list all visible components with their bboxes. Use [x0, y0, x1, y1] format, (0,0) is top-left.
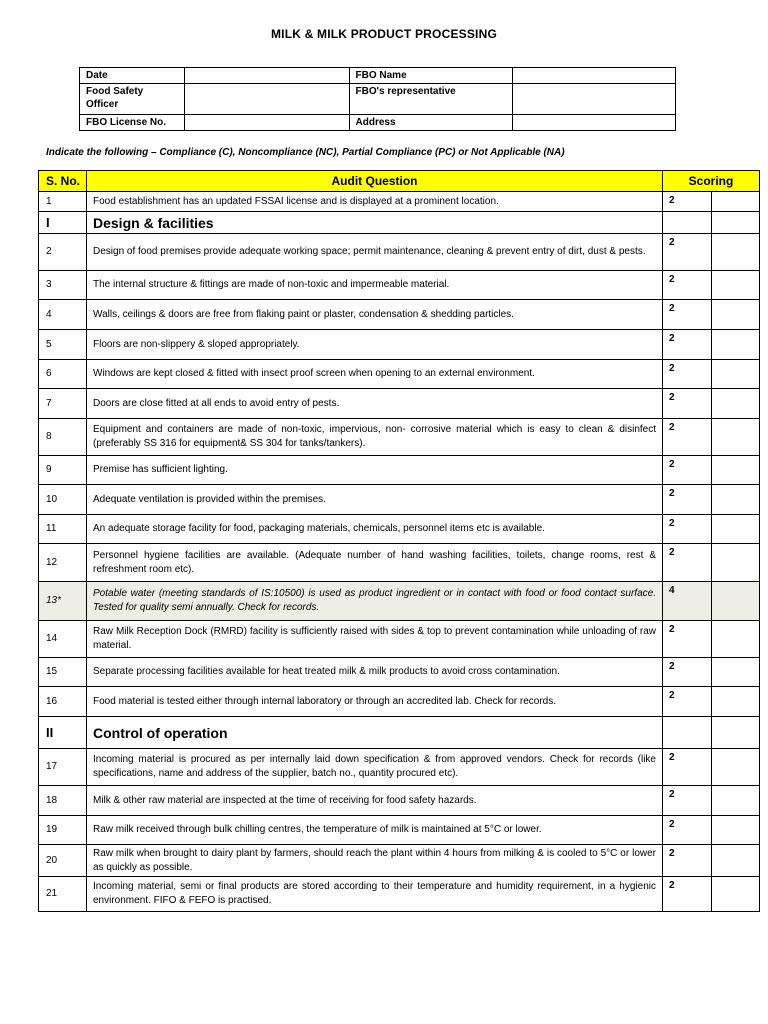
info-row: [80, 115, 676, 131]
row-number: 18: [39, 786, 87, 816]
audit-row: [39, 360, 760, 389]
compliance-cell[interactable]: [712, 515, 760, 544]
audit-row: [39, 389, 760, 419]
score-value: 2: [663, 786, 712, 816]
instruction-text: Indicate the following – Compliance (C), Noncompliance (NC), Partial Compliance (PC) or Not Applicable (NA): [46, 147, 565, 158]
audit-row: [39, 419, 760, 456]
audit-question: Separate processing facilities available for heat treated milk & milk products to avoid cross contamination.: [87, 658, 663, 687]
compliance-cell[interactable]: [712, 485, 760, 515]
audit-row: [39, 816, 760, 845]
score-value: 2: [663, 687, 712, 717]
document-title: MILK & MILK PRODUCT PROCESSING: [270, 27, 497, 41]
audit-question: Premise has sufficient lighting.: [87, 456, 663, 485]
score-value: 2: [663, 621, 712, 658]
scoring-header: Scoring: [663, 171, 760, 192]
compliance-cell[interactable]: [712, 360, 760, 389]
score-value: 2: [663, 749, 712, 786]
audit-row: [39, 877, 760, 912]
audit-question: Food material is tested either through internal laboratory or through an accredited lab. Check for records.: [87, 687, 663, 717]
compliance-cell[interactable]: [712, 687, 760, 717]
score-value: 2: [663, 234, 712, 271]
audit-question: Floors are non-slippery & sloped appropriately.: [87, 330, 663, 360]
food-safety-officer-field[interactable]: [184, 84, 349, 115]
audit-row: [39, 456, 760, 485]
audit-question: Walls, ceilings & doors are free from flaking paint or plaster, condensation & shedding particles.: [87, 300, 663, 330]
food-safety-officer-label: Food Safety Officer: [80, 84, 185, 115]
audit-question: Raw milk received through bulk chilling centres, the temperature of milk is maintained at 5°C or lower.: [87, 816, 663, 845]
section-header-row: [39, 212, 760, 234]
fbo-license-label: FBO License No.: [80, 115, 185, 131]
audit-question: Raw Milk Reception Dock (RMRD) facility is sufficiently raised with sides & top to prevent contamination while unloading of raw material.: [87, 621, 663, 658]
audit-question-header: Audit Question: [87, 171, 663, 192]
compliance-cell[interactable]: [712, 582, 760, 621]
audit-question: Windows are kept closed & fitted with insect proof screen when opening to an external environment.: [87, 360, 663, 389]
row-number: 19: [39, 816, 87, 845]
compliance-cell[interactable]: [712, 717, 760, 749]
audit-question: Milk & other raw material are inspected at the time of receiving for food safety hazards.: [87, 786, 663, 816]
section-title: Control of operation: [87, 717, 663, 749]
compliance-cell[interactable]: [712, 658, 760, 687]
score-value: 2: [663, 816, 712, 845]
audit-question: Adequate ventilation is provided within the premises.: [87, 485, 663, 515]
score-value: 2: [663, 389, 712, 419]
compliance-cell[interactable]: [712, 845, 760, 877]
score-value: 2: [663, 515, 712, 544]
row-number: 1: [39, 192, 87, 212]
audit-question: The internal structure & fittings are made of non-toxic and impermeable material.: [87, 271, 663, 300]
address-field[interactable]: [513, 115, 676, 131]
row-number: 21: [39, 877, 87, 912]
audit-question: Raw milk when brought to dairy plant by farmers, should reach the plant within 4 hours from milking & is cooled to 5°C or lower as quickly as possible.: [87, 845, 663, 877]
date-label: Date: [80, 68, 185, 84]
row-number: 9: [39, 456, 87, 485]
row-number: 8: [39, 419, 87, 456]
score-value: 2: [663, 330, 712, 360]
score-value: 2: [663, 845, 712, 877]
section-number: II: [39, 717, 87, 749]
audit-question: Design of food premises provide adequate working space; permit maintenance, cleaning & prevent entry of dirt, dust & pests.: [87, 234, 663, 271]
row-number: 20: [39, 845, 87, 877]
audit-table: [38, 170, 760, 912]
audit-question: Potable water (meeting standards of IS:10500) is used as product ingredient or in contact with food or food contact surface. Tested for quality semi annually. Check for records.: [87, 582, 663, 621]
audit-question: Equipment and containers are made of non-toxic, impervious, non- corrosive material which is easy to clean & disinfect (preferably SS 316 for equipment& SS 304 for tanks/tankers).: [87, 419, 663, 456]
audit-question: Personnel hygiene facilities are available. (Adequate number of hand washing facilities, toilets, change rooms, rest & refreshment room etc).: [87, 544, 663, 582]
compliance-cell[interactable]: [712, 877, 760, 912]
compliance-cell[interactable]: [712, 786, 760, 816]
audit-row: [39, 271, 760, 300]
row-number: 13*: [39, 582, 87, 621]
row-number: 17: [39, 749, 87, 786]
compliance-cell[interactable]: [712, 192, 760, 212]
audit-question: Incoming material, semi or final products are stored according to their temperature and humidity requirement, in a hygienic environment. FIFO & FEFO is practised.: [87, 877, 663, 912]
audit-row: [39, 515, 760, 544]
row-number: 15: [39, 658, 87, 687]
audit-row: [39, 300, 760, 330]
audit-row: [39, 749, 760, 786]
address-label: Address: [349, 115, 513, 131]
audit-row: [39, 658, 760, 687]
info-row: [80, 84, 676, 115]
audit-table-body: [39, 171, 760, 912]
compliance-cell[interactable]: [712, 419, 760, 456]
score-value: 2: [663, 877, 712, 912]
info-row: [80, 68, 676, 84]
establishment-info-table: [79, 67, 676, 131]
date-field[interactable]: [184, 68, 349, 84]
audit-header-row: [39, 171, 760, 192]
audit-row: [39, 234, 760, 271]
audit-question: Doors are close fitted at all ends to avoid entry of pests.: [87, 389, 663, 419]
row-number: 3: [39, 271, 87, 300]
audit-row: [39, 192, 760, 212]
row-number: 12: [39, 544, 87, 582]
compliance-cell[interactable]: [712, 816, 760, 845]
audit-row: [39, 786, 760, 816]
score-value: 2: [663, 360, 712, 389]
compliance-cell[interactable]: [712, 271, 760, 300]
score-value: 4: [663, 582, 712, 621]
compliance-cell[interactable]: [712, 621, 760, 658]
score-cell: [663, 212, 712, 234]
score-value: 2: [663, 456, 712, 485]
audit-row: [39, 485, 760, 515]
audit-row: [39, 330, 760, 360]
score-value: 2: [663, 192, 712, 212]
section-number: I: [39, 212, 87, 234]
audit-row: [39, 621, 760, 658]
compliance-cell[interactable]: [712, 212, 760, 234]
audit-question: Incoming material is procured as per internally laid down specification & from approved vendors. Check for records (like specifications, name and address of the supplier, batch no., quantity procured etc).: [87, 749, 663, 786]
compliance-cell[interactable]: [712, 389, 760, 419]
audit-question: An adequate storage facility for food, packaging materials, chemicals, personnel items etc is available.: [87, 515, 663, 544]
row-number: 10: [39, 485, 87, 515]
audit-row: [39, 582, 760, 621]
row-number: 11: [39, 515, 87, 544]
row-number: 5: [39, 330, 87, 360]
audit-question: Food establishment has an updated FSSAI license and is displayed at a prominent location.: [87, 192, 663, 212]
fbo-representative-label: FBO's representative: [349, 84, 513, 115]
row-number: 16: [39, 687, 87, 717]
section-title: Design & facilities: [87, 212, 663, 234]
score-value: 2: [663, 300, 712, 330]
score-value: 2: [663, 419, 712, 456]
score-cell: [663, 717, 712, 749]
score-value: 2: [663, 658, 712, 687]
compliance-cell[interactable]: [712, 456, 760, 485]
row-number: 14: [39, 621, 87, 658]
audit-row: [39, 687, 760, 717]
row-number: 6: [39, 360, 87, 389]
compliance-cell[interactable]: [712, 749, 760, 786]
row-number: 4: [39, 300, 87, 330]
section-header-row: [39, 717, 760, 749]
audit-row: [39, 544, 760, 582]
score-value: 2: [663, 271, 712, 300]
score-value: 2: [663, 544, 712, 582]
row-number: 2: [39, 234, 87, 271]
audit-row: [39, 845, 760, 877]
compliance-cell[interactable]: [712, 234, 760, 271]
fbo-representative-field[interactable]: [513, 84, 676, 115]
compliance-cell[interactable]: [712, 544, 760, 582]
fbo-name-label: FBO Name: [349, 68, 513, 84]
score-value: 2: [663, 485, 712, 515]
compliance-cell[interactable]: [712, 300, 760, 330]
fbo-name-field[interactable]: [513, 68, 676, 84]
fbo-license-field[interactable]: [184, 115, 349, 131]
row-number: 7: [39, 389, 87, 419]
compliance-cell[interactable]: [712, 330, 760, 360]
sno-header: S. No.: [39, 171, 87, 192]
